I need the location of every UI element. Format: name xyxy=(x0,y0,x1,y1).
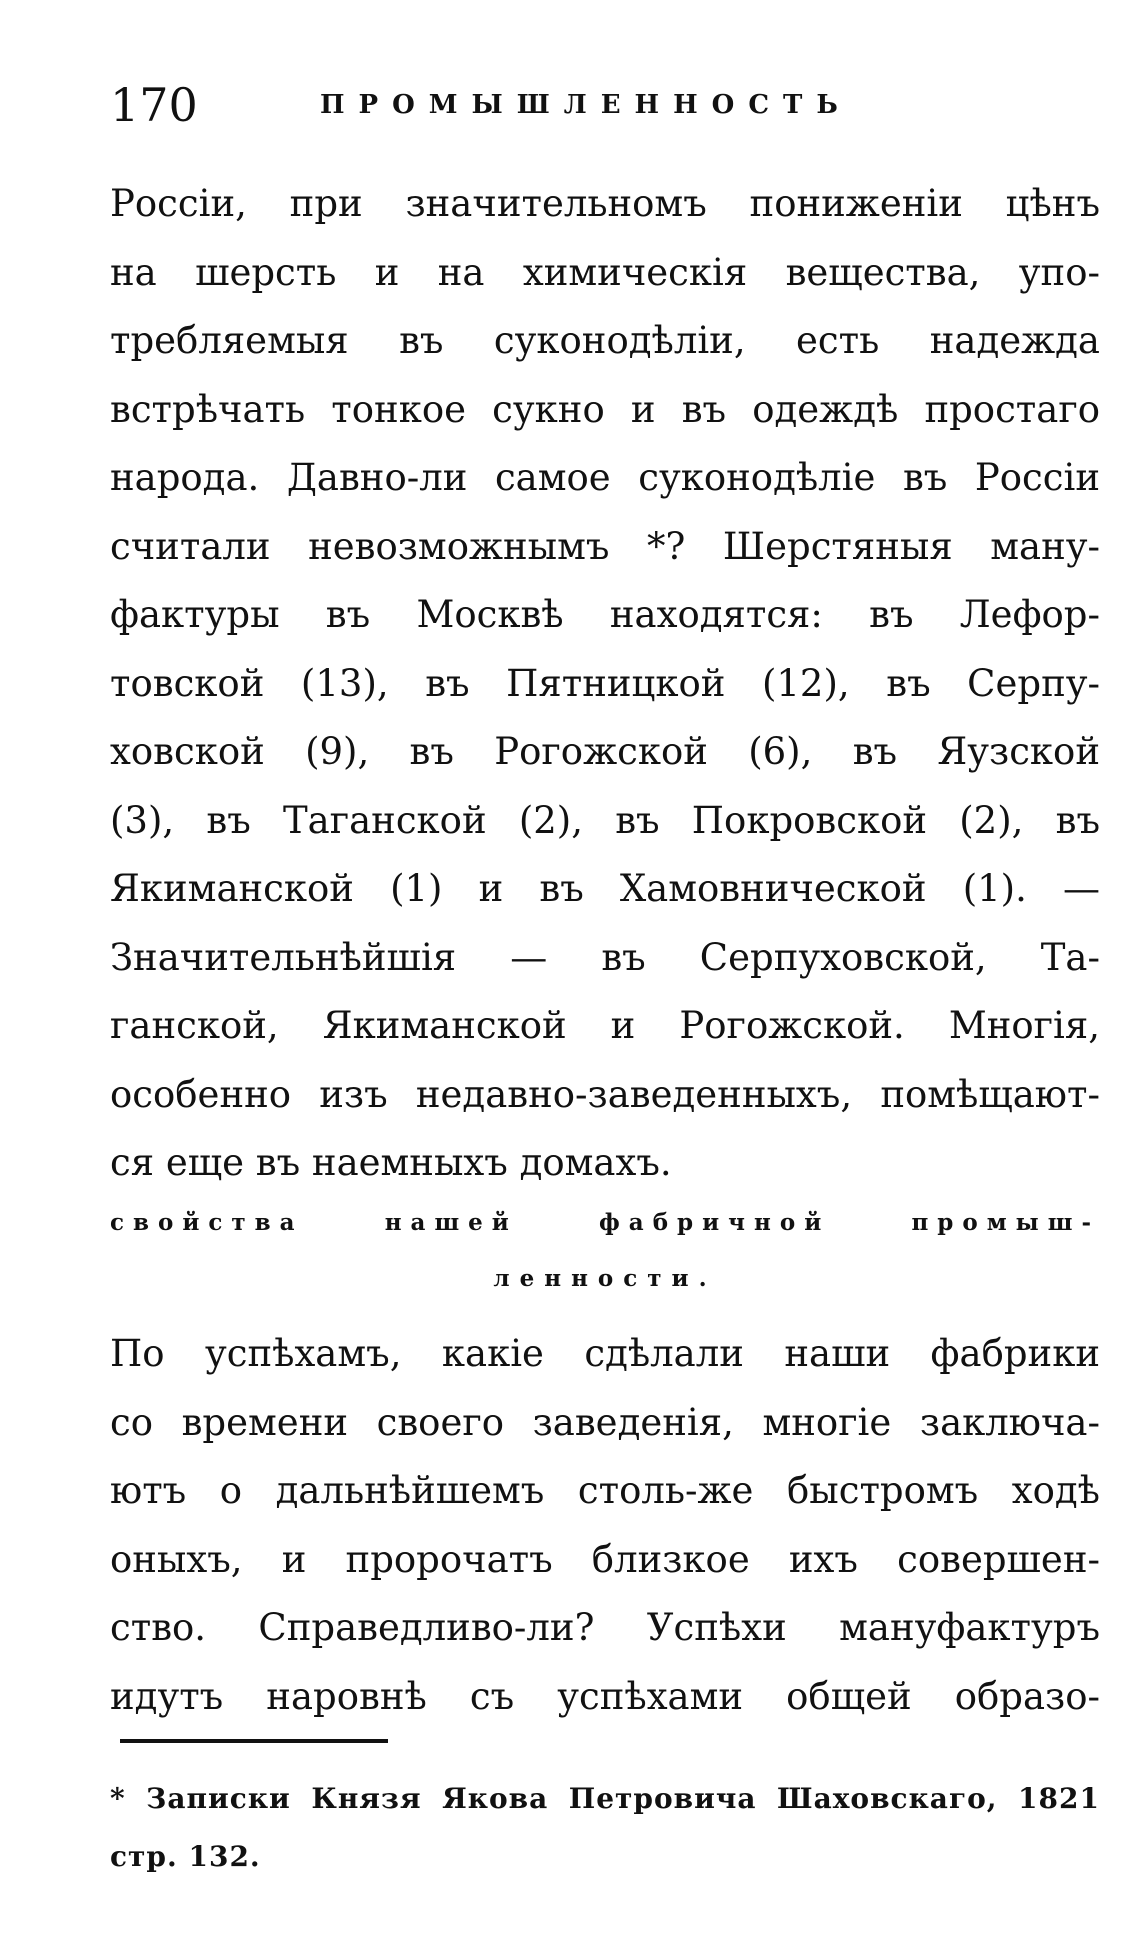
footnote-line: * Записки Князя Якова Петровича Шаховскаго, 1821 xyxy=(110,1782,1100,1815)
text-line: товской (13), въ Пятницкой (12), въ Серпу- xyxy=(110,661,1100,705)
text-line: требляемыя въ суконодѣліи, есть надежда xyxy=(110,319,1100,362)
text-line: Якиманской (1) и въ Хамовнической (1). — xyxy=(110,867,1100,910)
section-heading xyxy=(110,1195,1100,1307)
text-line: идутъ наровнѣ съ успѣхами общей образо- xyxy=(110,1674,1100,1718)
text-line: оныхъ, и пророчатъ близкое ихъ совершен- xyxy=(110,1537,1100,1581)
text-line: ся еще въ наемныхъ домахъ. xyxy=(110,1141,672,1184)
text-line: ютъ о дальнѣйшемъ столь-же быстромъ ходѣ xyxy=(110,1469,1100,1512)
text-line: со времени своего заведенія, многіе заключа- xyxy=(110,1400,1100,1444)
running-title: ПРОМЫШЛЕННОСТЬ xyxy=(320,90,852,120)
text-line: По успѣхамъ, какіе сдѣлали наши фабрики xyxy=(110,1332,1100,1375)
text-line: (3), въ Таганской (2), въ Покровской (2), въ xyxy=(110,798,1100,842)
text-line: встрѣчать тонкое сукно и въ одеждѣ простаго xyxy=(110,387,1100,431)
page-number: 170 xyxy=(110,78,198,132)
text-line: на шерсть и на химическія вещества, упо- xyxy=(110,250,1100,294)
text-line: Значительнѣйшія — въ Серпуховской, Та- xyxy=(110,935,1100,979)
paragraph-2 xyxy=(110,1320,1100,1731)
text-line: Россіи, при значительномъ пониженіи цѣнъ xyxy=(110,182,1100,225)
text-line: считали невозможнымъ *? Шерстяныя ману- xyxy=(110,524,1100,568)
text-line: особенно изъ недавно-заведенныхъ, помѣщают- xyxy=(110,1072,1100,1116)
footnote-line: стр. 132. xyxy=(110,1840,261,1873)
text-line: ховской (9), въ Рогожской (6), въ Яузской xyxy=(110,730,1100,773)
section-heading-line: ленности. xyxy=(493,1265,717,1292)
text-line: фактуры въ Москвѣ находятся: въ Лефор- xyxy=(110,593,1100,636)
paragraph-1 xyxy=(110,170,1100,1198)
running-head xyxy=(110,70,1030,140)
text-line: народа. Давно-ли самое суконодѣліе въ Россіи xyxy=(110,456,1100,499)
text-line: ство. Справедливо-ли? Успѣхи мануфактуръ xyxy=(110,1606,1100,1649)
text-line: ганской, Якиманской и Рогожской. Многія, xyxy=(110,1004,1100,1047)
footnote xyxy=(110,1770,1100,1886)
footnote-rule xyxy=(120,1739,388,1743)
section-heading-line: свойства нашей фабричной промыш- xyxy=(110,1209,1100,1236)
